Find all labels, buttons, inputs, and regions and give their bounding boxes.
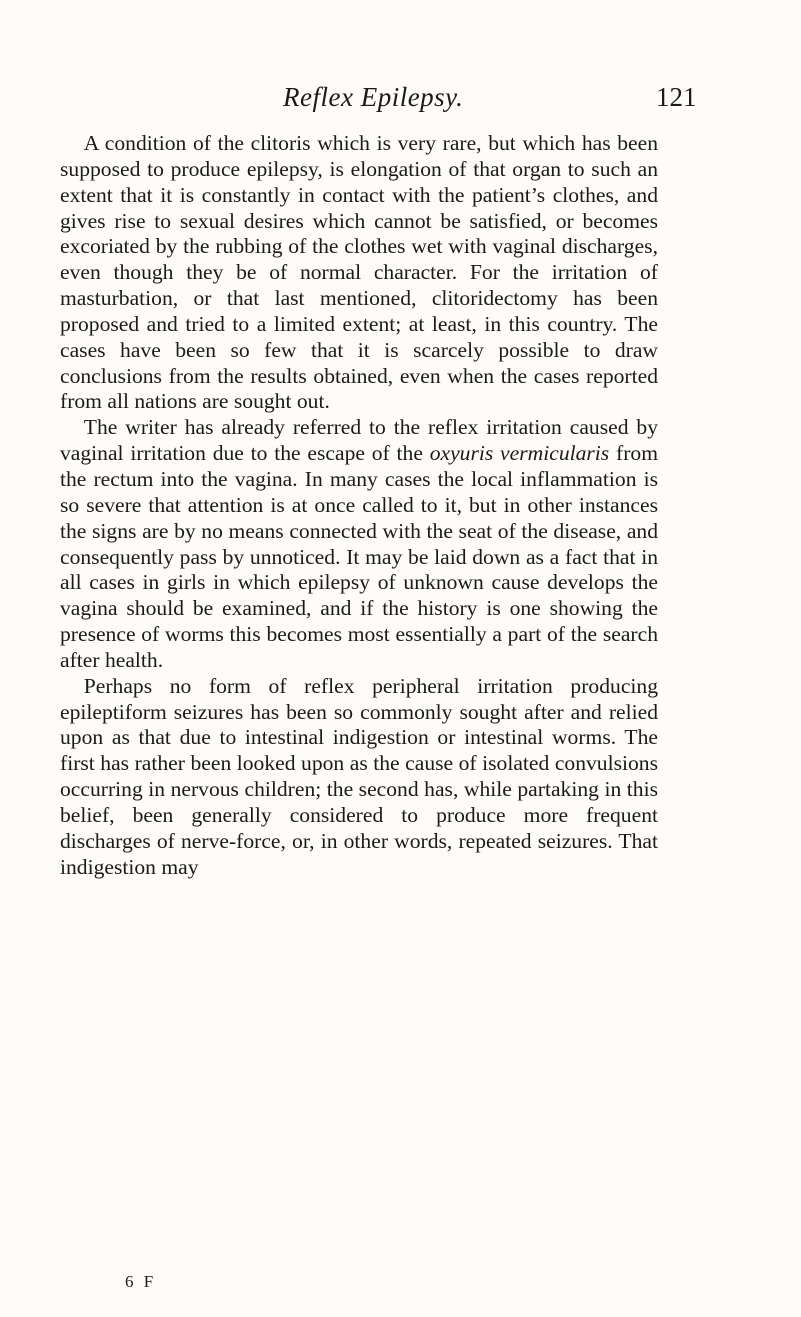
running-head xyxy=(0,76,801,116)
paragraph-text: from the rectum into the vagina. In many cases the local inflammation is so severe that attention is at once called to it, but in other instances the signs are by no means connected with the seat of the disease, and consequently pass by unnoticed. It may be laid down as a fact that in all cases in girls in which epilepsy of unknown cause develops the vagina should be examined, and if the history is one showing the presence of worms this becomes most essentially a part of the search after health. xyxy=(60,441,658,672)
paragraph-clitoris xyxy=(60,131,658,415)
paragraph-oxyuris xyxy=(60,415,658,673)
paragraph-text: Perhaps no form of reflex peripheral irritation producing epileptiform seizures has been so commonly sought after and relied upon as that due to intestinal indigestion or intestinal worms. The first has rather been looked upon as the cause of isolated convulsions occurring in nervous children; the second has, while partaking in this belief, been generally considered to produce more frequent discharges of nerve-force, or, in other words, repeated seizures. That indigestion may xyxy=(60,673,658,879)
paragraph-intestinal-irritation xyxy=(60,674,658,881)
page-number: 121 xyxy=(656,82,697,112)
signature-mark: 6 F xyxy=(125,1272,157,1291)
species-name: oxyuris vermicularis xyxy=(429,441,610,466)
paragraph-text: A condition of the clitoris which is very rare, but which has been supposed to produce epilepsy, is elongation of that organ to such an extent that it is constantly in contact with the patient’s clothes, and gives rise to sexual desires which cannot be satisfied, or becomes excoriated by the rubbing of the clothes wet with vaginal discharges, even though they be of normal character. For the irritation of masturbation, or that last mentioned, clitoridectomy has been proposed and tried to a limited extent; at least, in this country. The cases have been so few that it is scarcely possible to draw conclusions from the results obtained, even when the cases reported from all nations are sought out. xyxy=(60,131,658,414)
running-title: Reflex Epilepsy. xyxy=(283,82,464,112)
paragraph-text: The writer has already referred to the reflex irritation caused by vaginal irritation due to the escape of the xyxy=(60,415,658,466)
body-text xyxy=(60,131,658,880)
